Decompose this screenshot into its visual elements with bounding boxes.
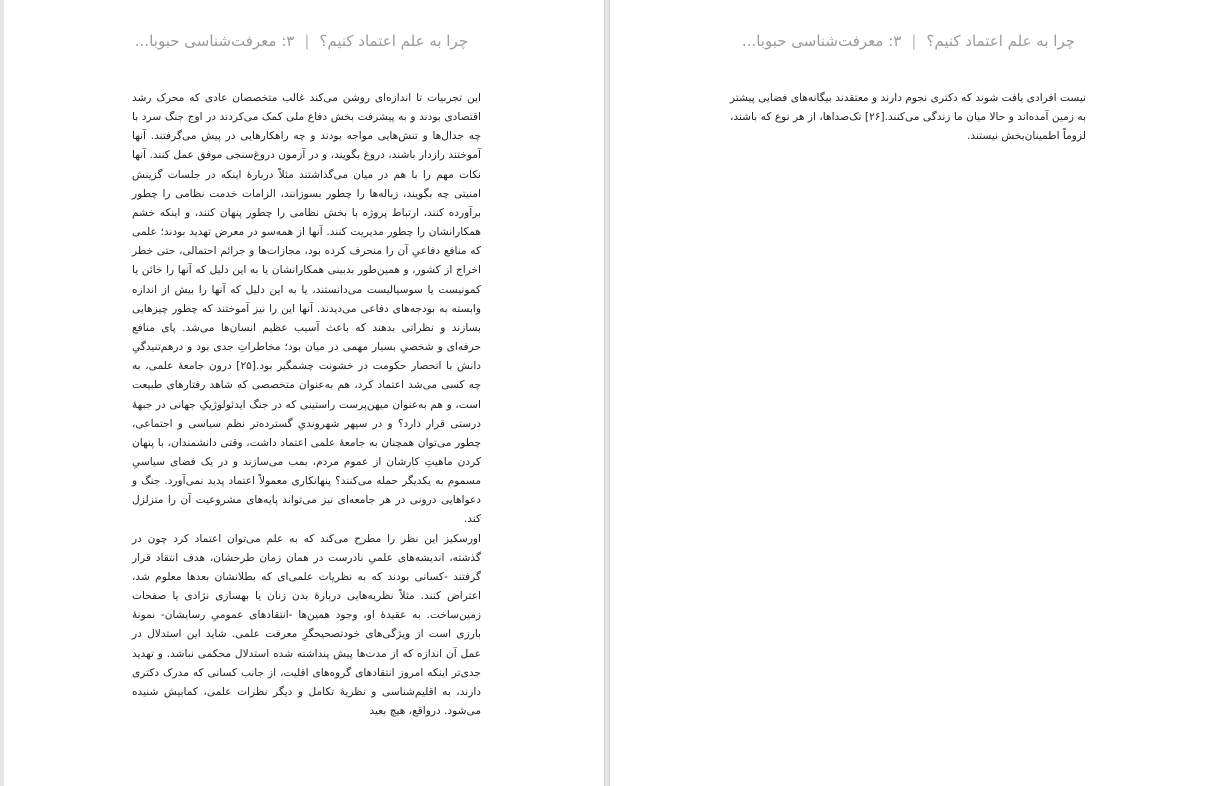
right-running-head	[742, 32, 1075, 50]
paragraph: این تجربیات تا اندازه‌ای روشن می‌کند غالب متخصصان عادی که محرک رشد اقتصادی بودند و به پیشرفت بخش دفاع ملی کمک می‌کردند در اوج جنگ سرد با چه جدال‌ها و تنش‌هایی مواجه بودند و چه راهکارهایی در پیش می‌گرفتند. آنها آموختند رازدار باشند، دروغ بگویند، و در آزمون دروغ‌سنجی موفق عمل کنند. آنها نکات مهم را با هم در میان می‌گذاشتند مثلاً دربارهٔ اینکه در جلسات گزینش امنیتی چه بگویند، زباله‌ها را چطور بسوزانند، الزامات خدمت نظامی را چطور برآورده کنند، ارتباط پروژه با بخش نظامی را چطور پنهان کنند، و اینکه خشم همکارانشان را چطور مدیریت کنند. آنها از همه‌سو در معرض تهدید بودند؛ علمی که منافع دفاعیِ آن را منحرف کرده بود، مجازات‌ها و جرائم احتمالی، حتی خطر اخراج از کشور، و همین‌طور بدبینی همکارانشان یا به این دلیل که آنها را خائن یا کمونیست یا سوسیالیست می‌دانستند، یا به این دلیل که آنها را بیش از اندازه وابسته به بودجه‌های دفاعی می‌دیدند. آنها این را نیز آموختند که چطور چیزهایی بسازند و نظراتی بدهند که باعث آسیب عظیم انسان‌ها می‌شد. پای منافع حرفه‌ای و شخصیِ بسیار مهمی در میان بود؛ مخاطراتِ جدی بود و درهم‌تنیدگیِ دانش با انحصار حکومت در خشونت چشمگیر بود.[۲۵] درون جامعهٔ علمی، به چه کسی می‌شد اعتماد کرد، هم به‌عنوان متخصصی که شاهد رفتارهای طبیعت است، و هم به‌عنوان میهن‌پرست راستینی که در جنگ ایدئولوژیکِ جهانی در جبههٔ درستی قرار دارد؟ و در سپهر شهروندیِ گسترده‌تر نظم سیاسی و اجتماعی، چطور می‌توان همچنان به جامعهٔ علمی اعتماد داشت، وقتی دانشمندان، با پنهان کردن ماهیتِ کارشان از عموم مردم، بمب می‌سازند و در یک فضای سیاسیِ مسموم به یکدیگر حمله می‌کنند؟ پنهانکاری معمولاً اعتماد پدید نمی‌آورد. جنگ و دعواهایی درونی در هر جامعه‌ای نیز می‌تواند پایه‌های مشروعیت آن را متزلزل کند.	[132, 92, 482, 526]
paragraph: اورسکیز این نظر را مطرح می‌کند که به علم می‌توان اعتماد کرد چون در گذشته، اندیشه‌های علمیِ نادرست در همان زمان طرحشان، هدف انتقاد قرار گرفتند -کسانی بودند که به نظریات علمی‌ای که بطلانشان بعدها معلوم شد، اعتراض کنند. مثلاً نظریه‌هایی دربارهٔ بدن زنان یا بهسازی نژادی یا صفحات زمین‌ساخت. به عقیدهٔ او، وجود همین‌ها -انتقادهای عمومیِ رسایشان- نمونهٔ بارزی است از ویژگی‌های خودتصحیحگرِ معرفت علمی. شاید این استدلال در عمل آن اندازه که از مدت‌ها پیش پنداشته شده استدلال محکمی نباشد. و تهدید جدی‌تر اینکه امروز انتقادهای گروه‌های اقلیت، از جانب کسانی که مدرک دکتری دارند، به اقلیم‌شناسی و نظریهٔ تکامل و دیگر نظرات علمی، کمابیش شنیده می‌شود. درواقع، هیچ بعید	[132, 532, 481, 717]
right-page[interactable]	[609, 0, 1207, 786]
running-head-separator: |	[304, 32, 310, 50]
running-head-chapter: ۳: معرفت‌شناسی حبوبا...	[134, 32, 295, 50]
running-head-chapter: ۳: معرفت‌شناسی حبوبا...	[741, 32, 902, 50]
right-page-body	[730, 89, 1086, 146]
left-page[interactable]	[4, 0, 605, 786]
running-head-book-title: چرا به علم اعتماد کنیم؟	[319, 32, 468, 50]
paragraph: نیست افرادی یافت شوند که دکتری نجوم دارند و معتقدند بیگانه‌های فضایی پیشتر به زمین آمده‌اند و حالا میان ما زندگی می‌کنند.[۲۶] تک‌صداها، از هر نوع که باشند، لزوماً اطمینان‌بخش نیستند.	[730, 92, 1086, 143]
running-head-separator: |	[911, 32, 917, 50]
left-running-head	[135, 32, 468, 50]
left-page-body	[132, 89, 481, 721]
running-head-book-title: چرا به علم اعتماد کنیم؟	[926, 32, 1075, 50]
